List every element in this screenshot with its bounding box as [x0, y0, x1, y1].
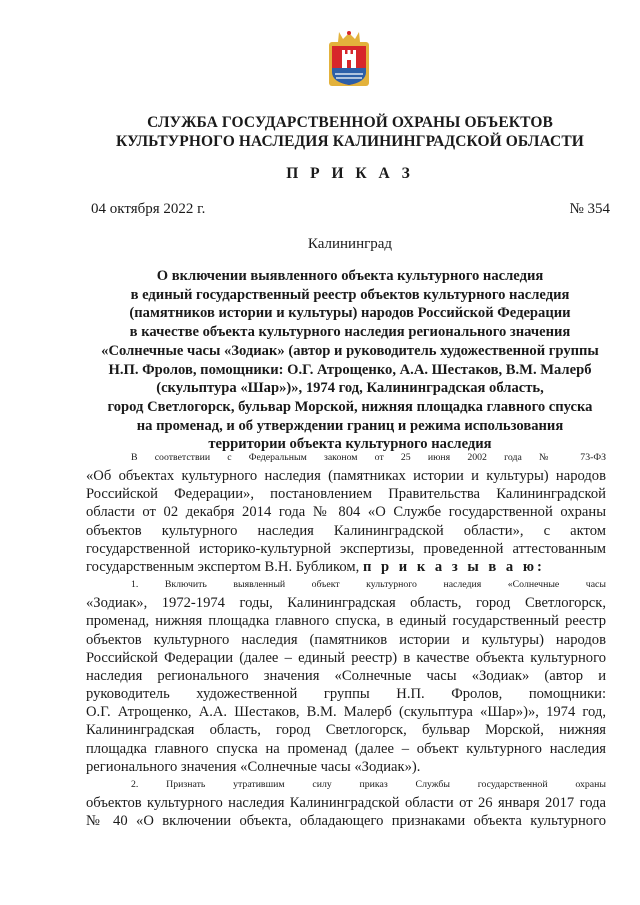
preamble-line: объектов культурного наследия Калининградской области», с актом [86, 522, 606, 539]
item1-line: площадка главного спуска на променад (далее – объект культурного наследия [86, 740, 606, 757]
preamble-line: Российской Федерации», постановлением Правительства Калининградской [86, 486, 606, 503]
preamble-last-line [86, 558, 606, 576]
subject-line: (скульптура «Шар»)», 1974 год, Калининградская область, [156, 380, 544, 397]
agency-line-2: КУЛЬТУРНОГО НАСЛЕДИЯ КАЛИНИНГРАДСКОЙ ОБЛАСТИ [116, 133, 584, 150]
issue-city: Калининград [307, 236, 393, 252]
preamble-line: «Об объектах культурного наследия (памятниках истории и культуры) народов [86, 468, 606, 485]
subject-line: Н.П. Фролов, помощники: О.Г. Атрощенко, А.А. Шестаков, В.М. Малерб [108, 361, 592, 378]
item1-line: Российской Федерации (далее – единый реестр) в качестве объекта культурного [86, 649, 606, 666]
agency-name [60, 113, 640, 151]
order-subject [60, 267, 640, 454]
document-type-title: П Р И К А З [286, 165, 414, 182]
agency-line-1: СЛУЖБА ГОСУДАРСТВЕННОЙ ОХРАНЫ ОБЪЕКТОВ [147, 114, 553, 131]
preamble-line: государственной историко-культурной экспертизы, проведенной аттестованным [86, 540, 606, 557]
order-number: № 354 [569, 201, 610, 217]
item1-line: «Зодиак», 1972-1974 годы, Калининградская область, город Светлогорск, [86, 595, 606, 612]
item1-line: О.Г. Атрощенко, А.А. Шестаков, В.М. Малерб (скульптура «Шар»)», 1974 год, [86, 704, 606, 721]
item1-line: наследия регионального значения «Солнечные часы «Зодиак» (автор и [86, 667, 606, 684]
coat-of-arms-emblem [327, 30, 371, 88]
item2-line: 2. Признать утратившим силу приказ Службы государственной охраны [131, 778, 606, 790]
item1-line: регионального значения «Солнечные часы «Зодиак»). [86, 758, 421, 775]
preamble-line: В соответствии с Федеральным законом от 25 июня 2002 года № 73-ФЗ [131, 452, 606, 463]
subject-line: (памятников истории и культуры) народов Российской Федерации [129, 305, 571, 322]
item1-line: объектов культурного наследия (памятников истории и культуры) народов [86, 631, 606, 648]
subject-line: в единый государственный реестр объектов культурного наследия [130, 286, 570, 303]
subject-line: «Солнечные часы «Зодиак» (автор и руководитель художественной группы [101, 342, 599, 359]
subject-line: территории объекта культурного наследия [208, 436, 492, 453]
item2-line: объектов культурного наследия Калининградской области от 26 января 2017 года [86, 794, 606, 811]
subject-line: в качестве объекта культурного наследия регионального значения [129, 324, 571, 341]
item1-line: 1. Включить выявленный объект культурного наследия «Солнечные часы [131, 579, 606, 591]
order-body [86, 449, 606, 830]
subject-line: О включении выявленного объекта культурного наследия [156, 268, 544, 284]
item1-line: променад, нижняя площадка главного спуска, в единый государственный реестр [86, 613, 606, 630]
subject-line: на променад, и об утверждении границ и режима использования [136, 417, 564, 434]
order-date: 04 октября 2022 г. [91, 201, 206, 217]
orders-word: п р и к а з ы в а ю: [362, 558, 545, 575]
item1-line: руководитель художественной группы Н.П. Фролов, помощники: [86, 686, 606, 703]
subject-line: город Светлогорск, бульвар Морской, нижняя площадка главного спуска [107, 398, 593, 415]
preamble-line: области от 02 декабря 2014 года № 804 «О Службе государственной охраны [86, 504, 606, 521]
item1-line: Калининградская область, город Светлогорск, бульвар Морской, нижняя [86, 722, 606, 739]
preamble-line: государственным экспертом В.Н. Бубликом, [86, 558, 360, 575]
item2-line: № 40 «О включении объекта, обладающего признаками объекта культурного [86, 813, 606, 830]
